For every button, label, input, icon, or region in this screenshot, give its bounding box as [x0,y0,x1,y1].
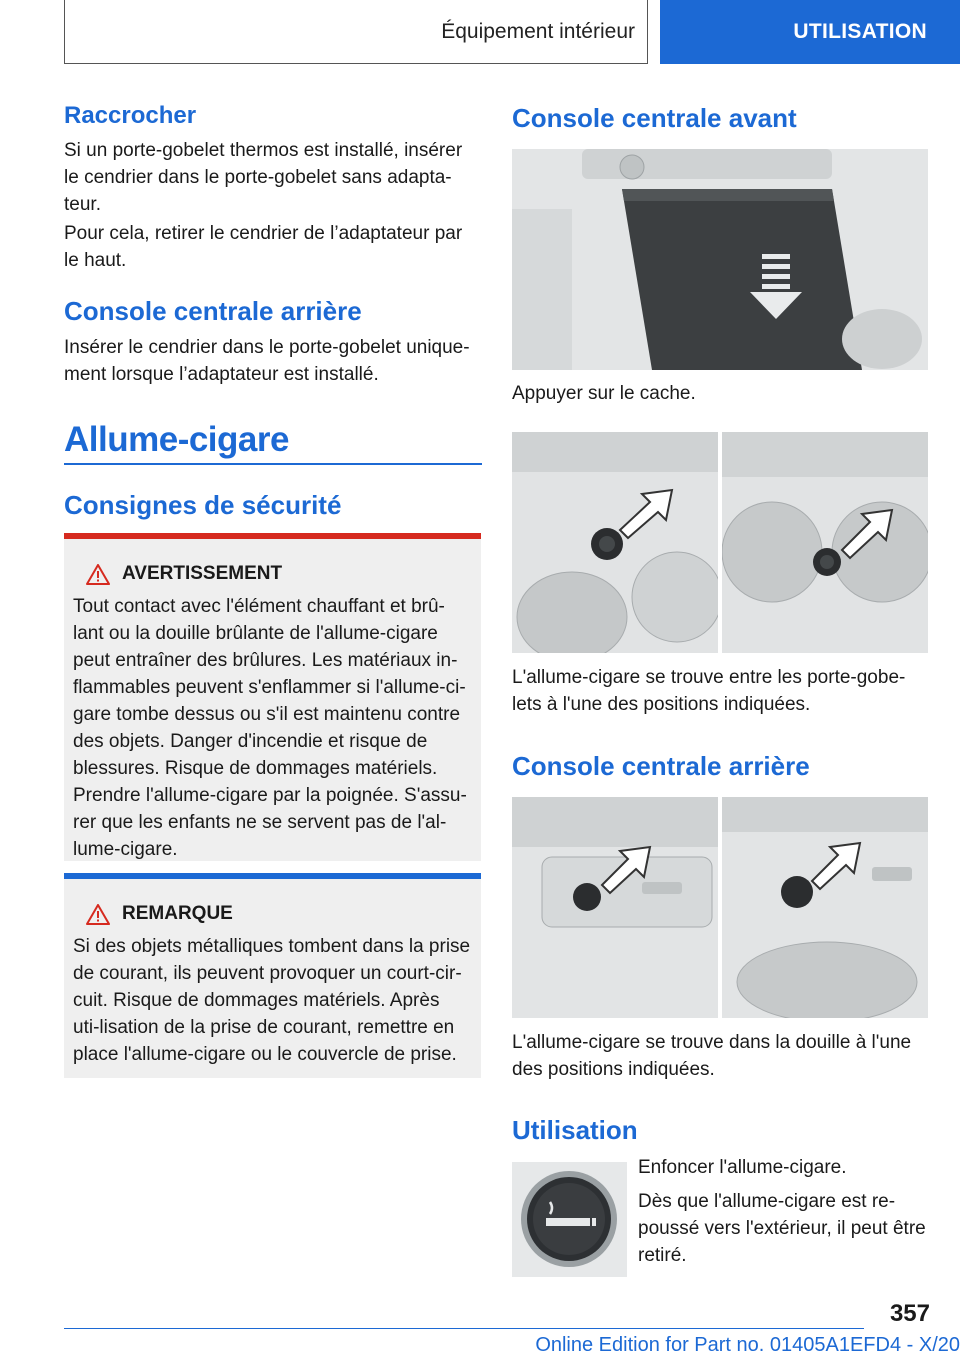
section-rule [64,463,482,465]
front-console-cover-photo [512,149,928,370]
heading-console-arriere-right: Console centrale arrière [512,751,810,781]
caption-appuyer: Appuyer sur le cache. [512,383,696,404]
rear-socket-photo-left [512,797,718,1018]
rear-socket-photo-right [722,797,928,1018]
header-section-title: Équipement intérieur [441,19,635,43]
heading-raccrocher: Raccrocher [64,102,197,129]
notice-label: REMARQUE [122,903,233,924]
paragraph-raccrocher-1: Si un porte-gobelet thermos est installé, insérer le cendrier dans le porte-gobelet sans adapta-teur. [64,140,463,215]
header-chapter-tab[interactable] [660,0,960,64]
warning-text: Tout contact avec l'élément chauffant et brû-lant ou la douille brûlante de l'allume-cigare peut entraîner des brûlures. Les matériaux in-flammables peuvent s'enflammer si l'allume-ci-gare tombe dessus ou s'il est maintenu contre des objets. Danger d'incendie et risque de blessures. Risque de dommages matériels. Prendre l'allume-cigare par la poignée. S'assu-rer que les enfants ne se servent pas de l'al-lume-cigare. [73,596,467,860]
footer-edition: Online Edition for Part no. 01405A1EFD4 - X/20 [535,1334,960,1356]
paragraph-utilisation-1: Enfoncer l'allume-cigare. [638,1157,847,1178]
heading-allume-cigare: Allume-cigare [64,420,289,459]
heading-console-arriere-left: Console centrale arrière [64,296,362,326]
paragraph-arriere: Insérer le cendrier dans le porte-gobelet unique-ment lorsque l’adaptateur est installé. [64,337,470,385]
notice-title-row [73,903,471,925]
notice-box [64,873,481,1078]
warning-label: AVERTISSEMENT [122,563,283,584]
caption-dans-la-douille: L'allume-cigare se trouve dans la douille à l'une des positions indiquées. [512,1032,912,1080]
cupholder-photo-left [512,432,718,653]
notice-triangle-icon [86,904,110,925]
paragraph-utilisation-2: Dès que l'allume-cigare est re-poussé vers l'extérieur, il peut être retiré. [638,1191,926,1266]
footer-rule [64,1328,864,1329]
header-section-box [64,0,648,64]
heading-consignes: Consignes de sécurité [64,490,342,520]
page-number: 357 [889,1300,930,1327]
warning-box [64,533,481,861]
notice-text: Si des objets métalliques tombent dans la prise de courant, ils peuvent provoquer un court-cir-cuit. Risque de dommages matériels. Après uti-lisation de la prise de courant, remettre en place l'allume-cigare ou le couvercle de prise. [73,936,471,1065]
cupholder-photo-right [722,432,928,653]
warning-triangle-icon [86,564,110,585]
warning-title-row [73,563,471,585]
header-chapter-label: UTILISATION [793,20,927,43]
paragraph-raccrocher-2: Pour cela, retirer le cendrier de l’adaptateur par le haut. [64,223,463,271]
caption-entre-porte-gobelets: L'allume-cigare se trouve entre les porte-gobe-lets à l'une des positions indiquées. [512,667,906,715]
heading-utilisation: Utilisation [512,1115,638,1145]
heading-console-avant: Console centrale avant [512,103,797,133]
cigarette-lighter-icon [512,1162,627,1277]
